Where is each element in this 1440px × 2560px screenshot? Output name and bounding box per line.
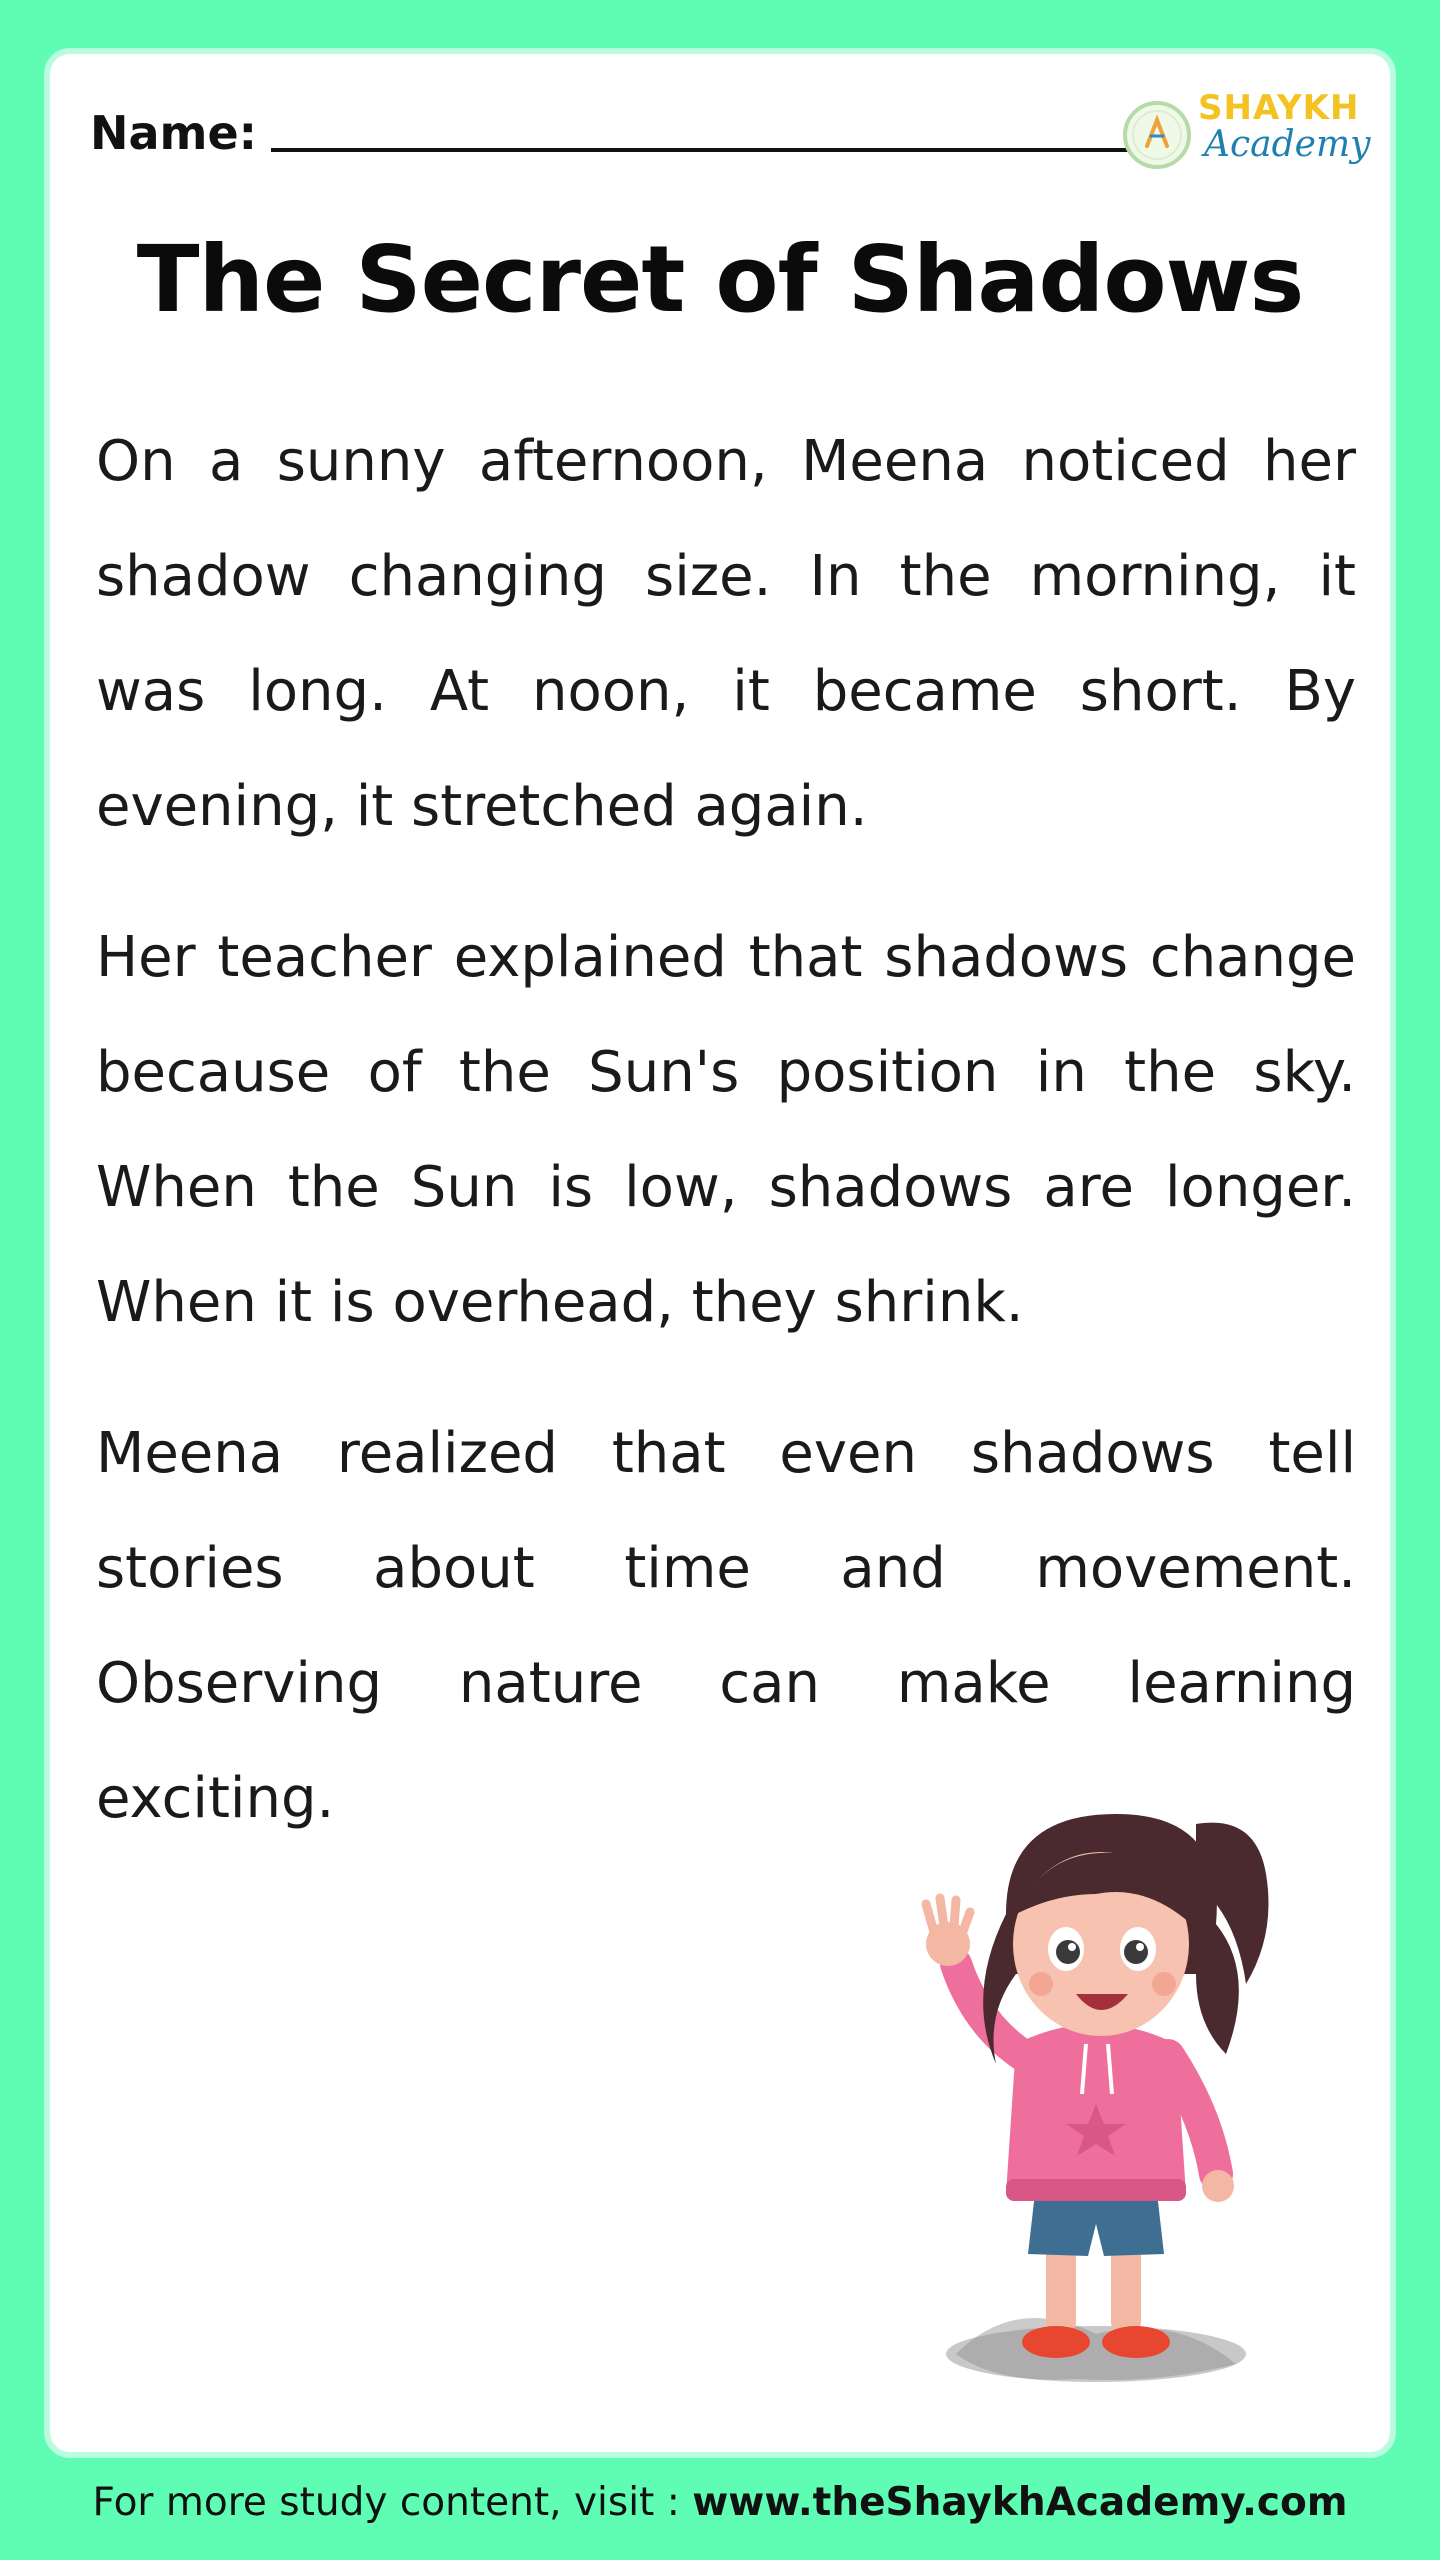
name-row xyxy=(90,106,1129,160)
paragraph-1: On a sunny afternoon, Meena noticed her shadow changing size. In the morning, it was long. At noon, it became short. By evening, it stretched again. xyxy=(96,429,1356,839)
paragraph-3: Meena realized that even shadows tell stories about time and movement. Observing nature can make learning exciting. xyxy=(96,1421,1356,1831)
waving-girl-illustration xyxy=(896,1794,1316,2414)
name-label: Name: xyxy=(90,106,258,160)
story-text xyxy=(96,404,1356,1892)
footer-url-link[interactable]: www.theShaykhAcademy.com xyxy=(692,2480,1348,2525)
logo-emblem-icon xyxy=(1120,98,1194,172)
footer-prefix: For more study content, visit : xyxy=(92,2480,693,2525)
worksheet-card xyxy=(44,48,1396,2458)
page-title: The Secret of Shadows xyxy=(136,226,1304,333)
footer xyxy=(0,2480,1440,2525)
logo-text-academy: Academy xyxy=(1204,124,1371,165)
name-blank-line xyxy=(271,148,1129,152)
shaykh-academy-logo xyxy=(1120,86,1371,186)
logo-text-shaykh: SHAYKH xyxy=(1198,88,1360,128)
paragraph-2: Her teacher explained that shadows change because of the Sun's position in the sky. When the Sun is low, shadows are longer. When it is overhead, they shrink. xyxy=(96,925,1356,1335)
